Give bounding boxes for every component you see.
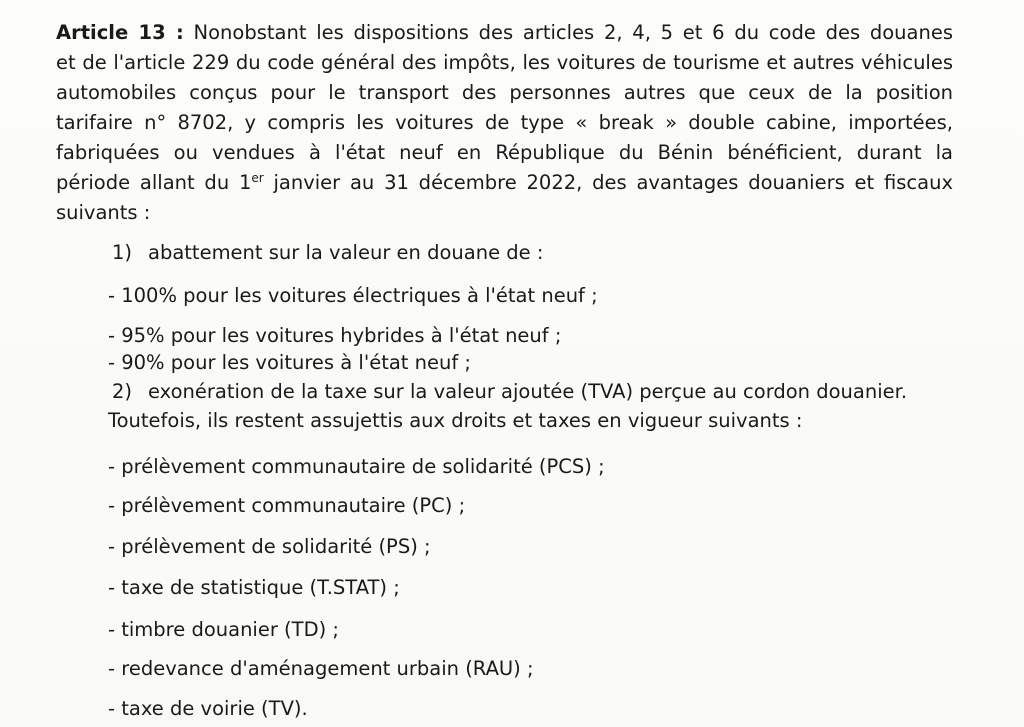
article-line-6 [56, 171, 953, 195]
list-item-taxe: - prélèvement communautaire de solidarité (PCS) ; [108, 455, 605, 478]
list-item-taxe: - prélèvement de solidarité (PS) ; [108, 535, 431, 558]
article-line-5: fabriquées ou vendues à l'état neuf en République du Bénin bénéficient, durant la [56, 141, 953, 164]
list-item-abattement: - 95% pour les voitures hybrides à l'état neuf ; [108, 324, 562, 347]
article-line-3: automobiles conçus pour le transport des personnes autres que ceux de la position [56, 81, 953, 104]
article-line-7: suivants : [56, 201, 151, 224]
list-item-abattement: - 90% pour les voitures à l'état neuf ; [108, 351, 471, 374]
list-item-taxe: - redevance d'aménagement urbain (RAU) ; [108, 657, 534, 680]
list-item-abattement: - 100% pour les voitures électriques à l'état neuf ; [108, 284, 598, 307]
ordinal-suffix: er [251, 171, 264, 185]
point-1-text: abattement sur la valeur en douane de : [148, 241, 544, 264]
list-item-taxe: - taxe de voirie (TV). [108, 697, 308, 720]
point-1-label: 1) [112, 241, 133, 264]
list-item-taxe: - prélèvement communautaire (PC) ; [108, 494, 466, 517]
article-line-6-a: période allant du 1 [56, 171, 252, 194]
article-line-2: et de l'article 229 du code général des impôts, les voitures de tourisme et autres véhicules [56, 51, 953, 74]
article-line-1-text: Nonobstant les dispositions des articles 2, 4, 5 et 6 du code des douanes [183, 21, 953, 44]
article-line-1 [56, 21, 953, 45]
list-item-taxe: - taxe de statistique (T.STAT) ; [108, 576, 400, 599]
point-2-followup: Toutefois, ils restent assujettis aux droits et taxes en vigueur suivants : [108, 409, 803, 432]
point-2-text: exonération de la taxe sur la valeur ajoutée (TVA) perçue au cordon douanier. [148, 380, 908, 403]
article-line-6-b: janvier au 31 décembre 2022, des avantages douaniers et fiscaux [263, 171, 953, 194]
point-2-label: 2) [112, 380, 133, 403]
article-line-4: tarifaire n° 8702, y compris les voitures de type « break » double cabine, importées, [56, 111, 953, 134]
article-heading: Article 13 : [56, 21, 184, 44]
list-item-taxe: - timbre douanier (TD) ; [108, 618, 339, 641]
